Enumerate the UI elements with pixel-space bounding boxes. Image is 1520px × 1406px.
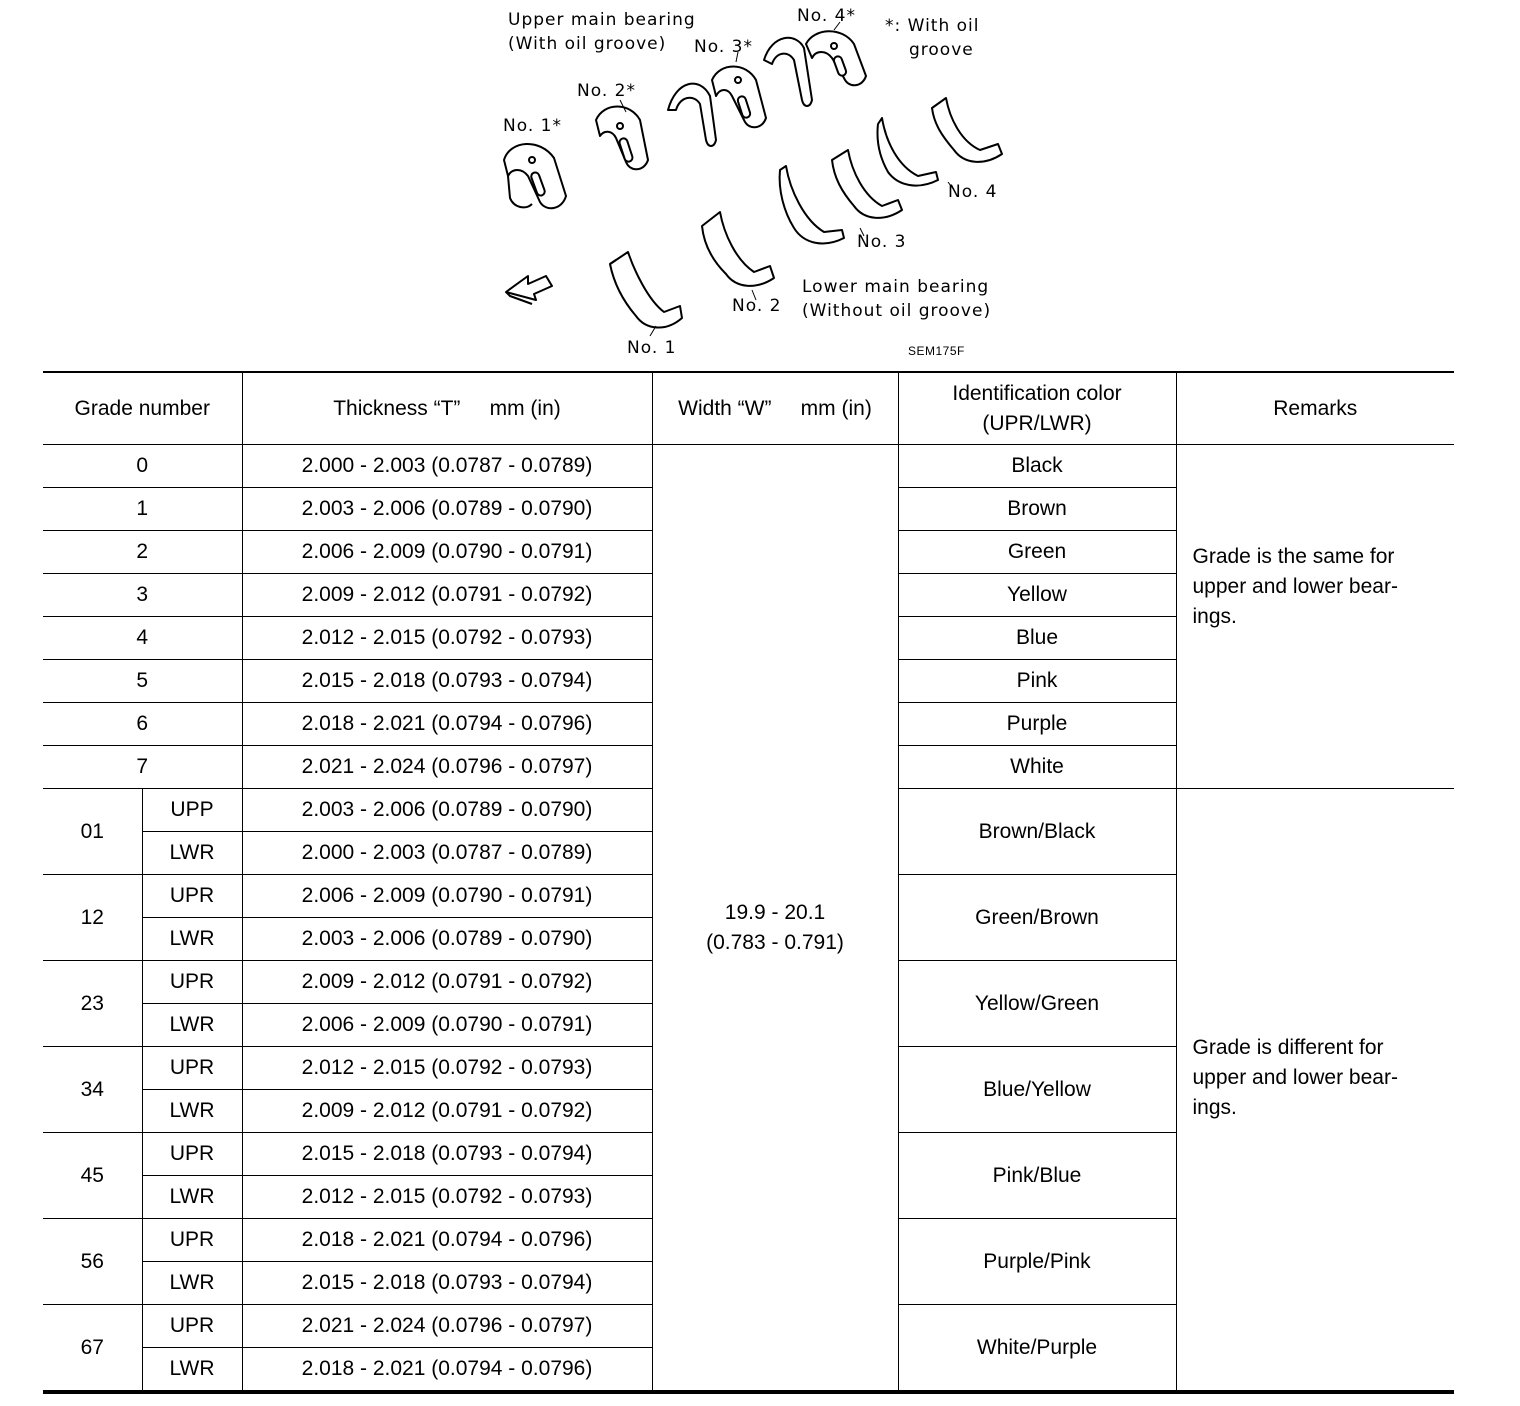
table-row	[43, 445, 1454, 488]
position-cell: LWR	[142, 1262, 242, 1305]
lower-bearing-4-arc	[877, 118, 938, 186]
grade-number-cell: 1	[43, 488, 242, 531]
color-cell: Green/Brown	[898, 875, 1176, 961]
position-cell: LWR	[142, 1348, 242, 1393]
width-cell: 19.9 - 20.1 (0.783 - 0.791)	[652, 445, 898, 1393]
color-cell: Pink/Blue	[898, 1133, 1176, 1219]
upper-part-4-label: No. 4*	[797, 6, 856, 26]
upper-part-2-label: No. 2*	[577, 81, 636, 101]
thickness-cell: 2.018 - 2.021 (0.0794 - 0.0796)	[242, 1348, 652, 1393]
upper-main-bearing-label: Upper main bearing (With oil groove)	[508, 10, 696, 54]
grade-number-cell: 2	[43, 531, 242, 574]
lower-bearing-4-shell	[932, 98, 1002, 162]
thickness-cell: 2.021 - 2.024 (0.0796 - 0.0797)	[242, 746, 652, 789]
color-cell: Blue	[898, 617, 1176, 660]
thickness-cell: 2.009 - 2.012 (0.0791 - 0.0792)	[242, 1090, 652, 1133]
position-cell: LWR	[142, 832, 242, 875]
header-remarks: Remarks	[1176, 372, 1454, 445]
grade-number-cell: 67	[43, 1305, 142, 1393]
color-cell: Purple/Pink	[898, 1219, 1176, 1305]
grade-number-cell: 12	[43, 875, 142, 961]
thickness-cell: 2.015 - 2.018 (0.0793 - 0.0794)	[242, 660, 652, 703]
upper-bearing-3-arc	[668, 84, 716, 146]
upper-bearing-4-arc	[764, 38, 812, 106]
bearing-grade-table	[43, 371, 1454, 1394]
grade-number-cell: 0	[43, 445, 242, 488]
thickness-cell: 2.012 - 2.015 (0.0792 - 0.0793)	[242, 1047, 652, 1090]
grade-number-cell: 23	[43, 961, 142, 1047]
position-cell: UPR	[142, 1305, 242, 1348]
thickness-cell: 2.021 - 2.024 (0.0796 - 0.0797)	[242, 1305, 652, 1348]
position-cell: UPR	[142, 961, 242, 1004]
color-cell: Purple	[898, 703, 1176, 746]
position-cell: LWR	[142, 918, 242, 961]
thickness-cell: 2.009 - 2.012 (0.0791 - 0.0792)	[242, 961, 652, 1004]
grade-number-cell: 6	[43, 703, 242, 746]
upper-part-1-label: No. 1*	[503, 116, 562, 136]
table-header-row	[43, 372, 1454, 445]
bearing-diagram	[470, 0, 1030, 365]
color-cell: White	[898, 746, 1176, 789]
grade-number-cell: 56	[43, 1219, 142, 1305]
thickness-cell: 2.006 - 2.009 (0.0790 - 0.0791)	[242, 531, 652, 574]
position-cell: LWR	[142, 1090, 242, 1133]
thickness-cell: 2.018 - 2.021 (0.0794 - 0.0796)	[242, 1219, 652, 1262]
color-cell: Yellow/Green	[898, 961, 1176, 1047]
position-cell: LWR	[142, 1004, 242, 1047]
position-cell: UPP	[142, 789, 242, 832]
lower-part-4-label: No. 4	[948, 182, 998, 202]
lower-part-2-label: No. 2	[732, 296, 782, 316]
thickness-cell: 2.009 - 2.012 (0.0791 - 0.0792)	[242, 574, 652, 617]
upper-bearing-4-shell	[806, 31, 866, 85]
thickness-cell: 2.012 - 2.015 (0.0792 - 0.0793)	[242, 1176, 652, 1219]
remarks-same-cell: Grade is the same for upper and lower bear- ings.	[1176, 445, 1454, 789]
grade-number-cell: 5	[43, 660, 242, 703]
color-cell: Yellow	[898, 574, 1176, 617]
header-identification-color: Identification color (UPR/LWR)	[898, 372, 1176, 445]
thickness-cell: 2.003 - 2.006 (0.0789 - 0.0790)	[242, 918, 652, 961]
thickness-cell: 2.018 - 2.021 (0.0794 - 0.0796)	[242, 703, 652, 746]
grade-number-cell: 4	[43, 617, 242, 660]
thickness-cell: 2.003 - 2.006 (0.0789 - 0.0790)	[242, 789, 652, 832]
color-cell: Brown/Black	[898, 789, 1176, 875]
grade-number-cell: 7	[43, 746, 242, 789]
remarks-different-cell: Grade is different for upper and lower bear- ings.	[1176, 789, 1454, 1393]
thickness-cell: 2.015 - 2.018 (0.0793 - 0.0794)	[242, 1262, 652, 1305]
figure-code: SEM175F	[908, 344, 965, 358]
color-cell: Green	[898, 531, 1176, 574]
thickness-cell: 2.006 - 2.009 (0.0790 - 0.0791)	[242, 875, 652, 918]
grade-number-cell: 34	[43, 1047, 142, 1133]
upper-bearing-2-shape	[596, 107, 648, 170]
lower-bearing-1-shape	[610, 252, 682, 328]
header-grade-number: Grade number	[43, 372, 242, 445]
position-cell: UPR	[142, 1219, 242, 1262]
position-cell: LWR	[142, 1176, 242, 1219]
thickness-cell: 2.000 - 2.003 (0.0787 - 0.0789)	[242, 445, 652, 488]
color-cell: Brown	[898, 488, 1176, 531]
upper-bearing-1-shape	[504, 144, 566, 208]
lower-part-1-label: No. 1	[627, 338, 677, 358]
color-cell: Black	[898, 445, 1176, 488]
lower-bearing-2-shape	[702, 212, 774, 286]
thickness-cell: 2.015 - 2.018 (0.0793 - 0.0794)	[242, 1133, 652, 1176]
table-body	[43, 445, 1454, 1393]
header-width: Width “W” mm (in)	[652, 372, 898, 445]
thickness-cell: 2.003 - 2.006 (0.0789 - 0.0790)	[242, 488, 652, 531]
grade-number-cell: 01	[43, 789, 142, 875]
color-cell: Pink	[898, 660, 1176, 703]
header-thickness: Thickness “T” mm (in)	[242, 372, 652, 445]
upper-bearing-3-shell	[712, 67, 766, 128]
position-cell: UPR	[142, 1047, 242, 1090]
lower-part-3-label: No. 3	[857, 232, 907, 252]
upper-part-3-label: No. 3*	[694, 37, 753, 57]
thickness-cell: 2.006 - 2.009 (0.0790 - 0.0791)	[242, 1004, 652, 1047]
front-arrow-icon	[506, 276, 552, 304]
color-cell: White/Purple	[898, 1305, 1176, 1393]
oil-groove-note: *: With oil groove	[885, 16, 980, 60]
color-cell: Blue/Yellow	[898, 1047, 1176, 1133]
lower-bearing-3-arc	[780, 166, 844, 243]
grade-number-cell: 45	[43, 1133, 142, 1219]
position-cell: UPR	[142, 875, 242, 918]
position-cell: UPR	[142, 1133, 242, 1176]
thickness-cell: 2.000 - 2.003 (0.0787 - 0.0789)	[242, 832, 652, 875]
lower-main-bearing-label: Lower main bearing (Without oil groove)	[802, 277, 992, 321]
thickness-cell: 2.012 - 2.015 (0.0792 - 0.0793)	[242, 617, 652, 660]
grade-number-cell: 3	[43, 574, 242, 617]
